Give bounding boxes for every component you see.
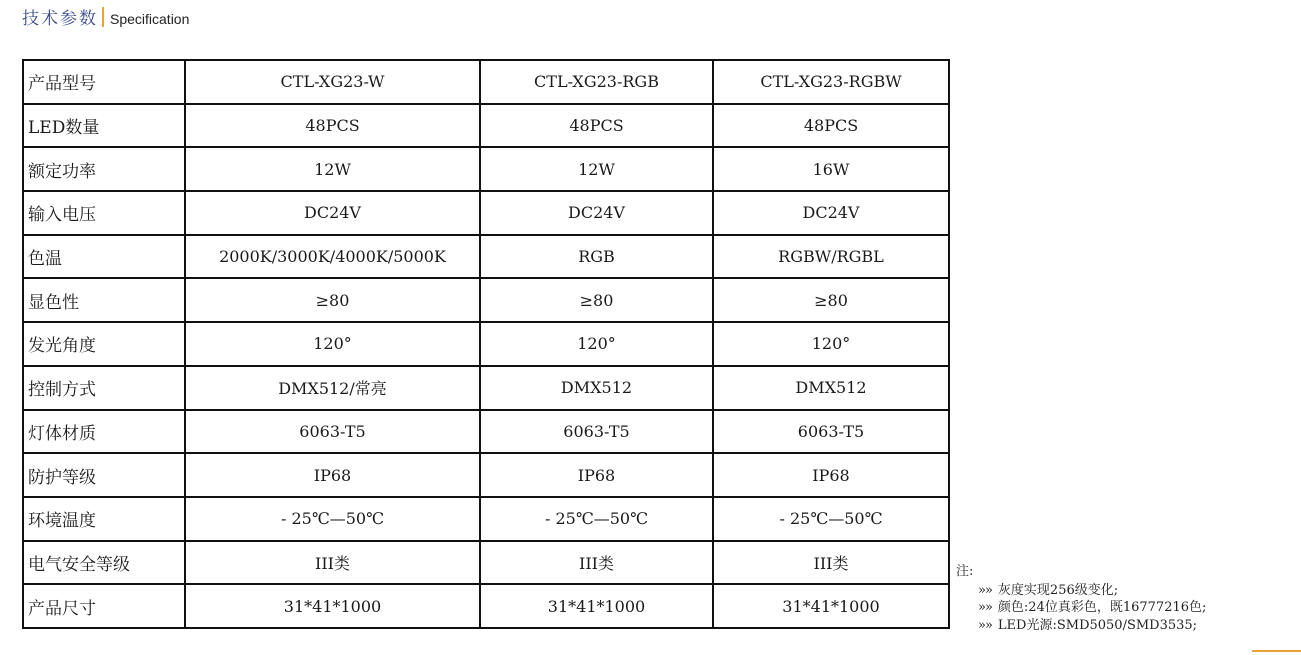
note-marker: »» — [978, 600, 992, 615]
table-cell: 120° — [480, 322, 713, 366]
row-label: 显色性 — [23, 278, 185, 322]
row-label: 输入电压 — [23, 191, 185, 235]
table-row — [23, 410, 949, 454]
table-row — [23, 191, 949, 235]
note-item — [956, 582, 1206, 600]
table-cell: 31*41*1000 — [480, 584, 713, 628]
title-divider — [102, 7, 104, 27]
table-cell: - 25℃—50℃ — [480, 497, 713, 541]
row-label: 产品尺寸 — [23, 584, 185, 628]
table-row — [23, 322, 949, 366]
table-cell: 6063-T5 — [480, 410, 713, 454]
notes — [956, 563, 1206, 634]
table-cell: CTL-XG23-W — [185, 60, 480, 104]
table-cell: III类 — [185, 541, 480, 585]
table-cell: 31*41*1000 — [713, 584, 949, 628]
table-cell: 48PCS — [713, 104, 949, 148]
section-header — [22, 4, 189, 29]
row-label: LED数量 — [23, 104, 185, 148]
table-cell: CTL-XG23-RGB — [480, 60, 713, 104]
table-cell: 48PCS — [185, 104, 480, 148]
table-row — [23, 278, 949, 322]
note-text: 灰度实现256级变化; — [997, 582, 1119, 598]
table-row — [23, 104, 949, 148]
table-cell: 16W — [713, 147, 949, 191]
table-cell: CTL-XG23-RGBW — [713, 60, 949, 104]
table-cell: - 25℃—50℃ — [713, 497, 949, 541]
row-label: 环境温度 — [23, 497, 185, 541]
table-row — [23, 584, 949, 628]
table-cell: 2000K/3000K/4000K/5000K — [185, 235, 480, 279]
table-row — [23, 235, 949, 279]
table-cell: DMX512/常亮 — [185, 366, 480, 410]
table-cell: IP68 — [185, 453, 480, 497]
table-cell: ≥80 — [713, 278, 949, 322]
table-row — [23, 453, 949, 497]
table-cell: RGBW/RGBL — [713, 235, 949, 279]
section-title-zh: 技术参数 — [22, 9, 98, 29]
row-label: 电气安全等级 — [23, 541, 185, 585]
table-cell: IP68 — [480, 453, 713, 497]
table-cell: - 25℃—50℃ — [185, 497, 480, 541]
note-text: LED光源:SMD5050/SMD3535; — [997, 617, 1198, 633]
table-cell: 48PCS — [480, 104, 713, 148]
table-cell: III类 — [713, 541, 949, 585]
section-title-en: Specification — [110, 10, 190, 27]
table-cell: 12W — [185, 147, 480, 191]
table-cell: 6063-T5 — [713, 410, 949, 454]
table-cell: DC24V — [480, 191, 713, 235]
table-cell: 12W — [480, 147, 713, 191]
table-cell: ≥80 — [480, 278, 713, 322]
note-item — [956, 599, 1206, 617]
note-text: 颜色:24位真彩色，既16777216色; — [997, 600, 1207, 615]
table-cell: 6063-T5 — [185, 410, 480, 454]
row-label: 防护等级 — [23, 453, 185, 497]
table-cell: DC24V — [713, 191, 949, 235]
table-cell: IP68 — [713, 453, 949, 497]
table-row — [23, 366, 949, 410]
table-row — [23, 497, 949, 541]
footer-accent-line — [1252, 650, 1301, 652]
table-cell: 120° — [713, 322, 949, 366]
note-marker: »» — [978, 617, 992, 633]
table-row — [23, 541, 949, 585]
row-label: 色温 — [23, 235, 185, 279]
table-cell: DMX512 — [480, 366, 713, 410]
row-label: 控制方式 — [23, 366, 185, 410]
table-cell: III类 — [480, 541, 713, 585]
table-cell: DC24V — [185, 191, 480, 235]
table-cell: DMX512 — [713, 366, 949, 410]
notes-title: 注: — [956, 564, 974, 579]
row-label: 额定功率 — [23, 147, 185, 191]
note-marker: »» — [978, 582, 992, 598]
note-item — [956, 617, 1206, 635]
table-row — [23, 147, 949, 191]
table-cell: 120° — [185, 322, 480, 366]
row-label: 产品型号 — [23, 60, 185, 104]
row-label: 灯体材质 — [23, 410, 185, 454]
row-label: 发光角度 — [23, 322, 185, 366]
table-row — [23, 60, 949, 104]
table-cell: ≥80 — [185, 278, 480, 322]
table-cell: 31*41*1000 — [185, 584, 480, 628]
specification-table — [22, 59, 950, 629]
table-cell: RGB — [480, 235, 713, 279]
